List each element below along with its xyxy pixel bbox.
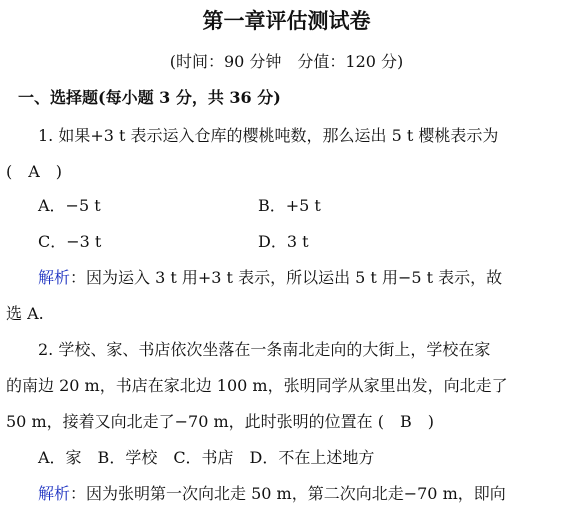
q1-option-d: D．3 t <box>258 232 309 251</box>
q1-option-c: C．−3 t <box>38 232 102 251</box>
exam-meta: (时间：90 分钟 分值：120 分) <box>169 52 404 71</box>
q1-stem-line1: 1. 如果+3 t 表示运入仓库的樱桃吨数，那么运出 5 t 樱桃表示为 <box>38 126 499 145</box>
q2-stem-line3: 50 m，接着又向北走了−70 m，此时张明的位置在 ( B ) <box>6 412 434 431</box>
q1-option-b: B．+5 t <box>258 196 321 215</box>
q1-analysis-line2: 选 A. <box>6 304 44 323</box>
q2-stem-line2: 的南边 20 m，书店在家北边 100 m，张明同学从家里出发，向北走了 <box>6 376 508 395</box>
section-heading: 一、选择题(每小题 3 分，共 36 分) <box>18 88 281 107</box>
q1-analysis-label: 解析 <box>38 268 71 287</box>
q1-analysis-text: ：因为运入 3 t 用+3 t 表示，所以运出 5 t 用−5 t 表示，故 <box>70 268 503 287</box>
document-title: 第一章评估测试卷 <box>202 8 371 33</box>
q2-analysis-label: 解析 <box>38 484 71 503</box>
q2-stem-line1: 2. 学校、家、书店依次坐落在一条南北走向的大街上，学校在家 <box>38 340 491 359</box>
q2-analysis-line1 <box>38 484 506 504</box>
q1-stem-line2: ( A ) <box>6 162 63 181</box>
q1-option-a: A．−5 t <box>38 196 101 215</box>
q2-analysis-text: ：因为张明第一次向北走 50 m，第二次向北走−70 m，即向 <box>70 484 506 503</box>
q2-options: A．家 B．学校 C．书店 D．不在上述地方 <box>38 448 375 467</box>
q1-analysis-line1 <box>38 268 502 288</box>
